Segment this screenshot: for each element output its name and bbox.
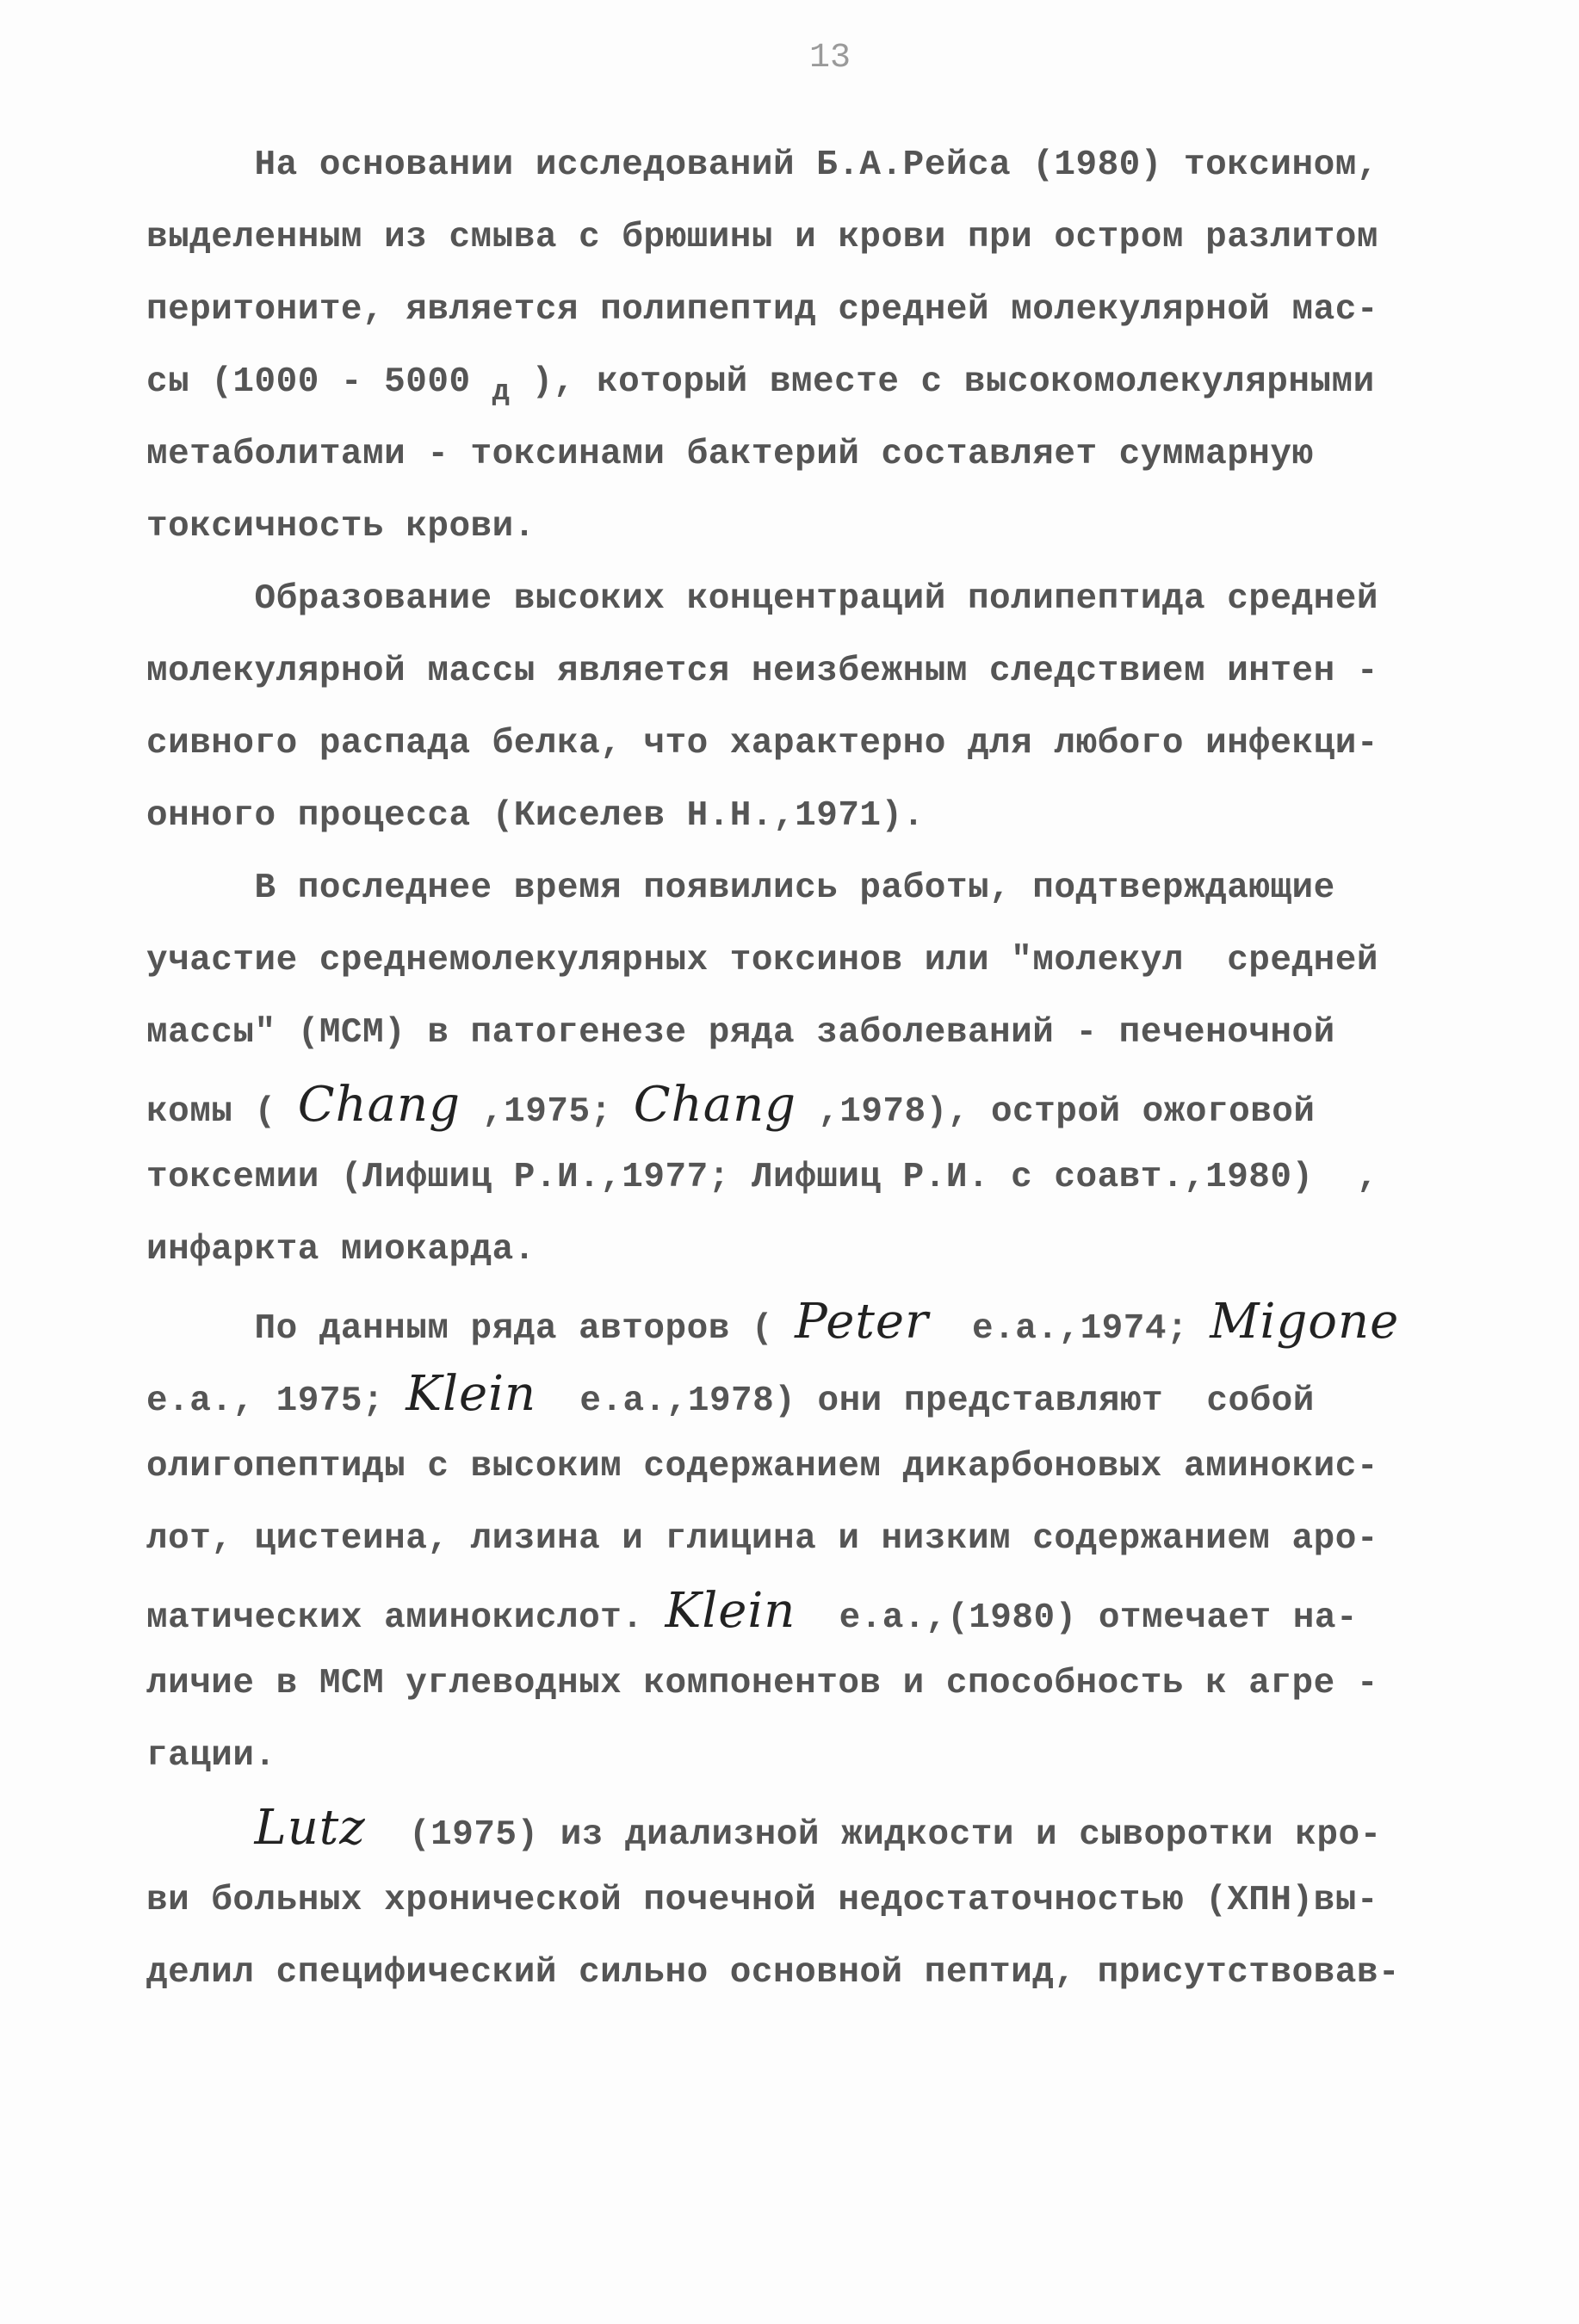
typescript-body bbox=[146, 129, 1438, 2009]
text-line: личие в МСМ углеводных компонентов и способность к агре - bbox=[146, 1664, 1378, 1703]
text-line: ви больных хронической почечной недостаточностью (ХПН)вы- bbox=[146, 1881, 1378, 1920]
text-line: перитоните, является полипептид средней молекулярной мас- bbox=[146, 290, 1378, 330]
text-line: В последнее время появились работы, подтверждающие bbox=[146, 868, 1335, 908]
text-line bbox=[146, 346, 1438, 418]
text-line: лот, цистеина, лизина и глицина и низким содержанием аро- bbox=[146, 1519, 1378, 1559]
handwritten-author-name: Chang bbox=[633, 1077, 797, 1133]
text-fragment: матических аминокислот. bbox=[146, 1598, 666, 1638]
text-fragment: ,1975; bbox=[460, 1092, 634, 1132]
text-fragment: сы (1000 - 5000 bbox=[146, 362, 492, 402]
text-line: метаболитами - токсинами бактерий составляет суммарную bbox=[146, 435, 1314, 474]
text-line: участие среднемолекулярных токсинов или "молекул средней bbox=[146, 941, 1378, 980]
text-line: онного процесса (Киселев Н.Н.,1971). bbox=[146, 796, 925, 836]
text-fragment: По данным ряда авторов ( bbox=[146, 1309, 796, 1349]
text-line bbox=[146, 1069, 1438, 1141]
text-line: На основании исследований Б.А.Рейса (1980) токсином, bbox=[146, 145, 1378, 185]
text-line bbox=[146, 1792, 1438, 1864]
text-line: делил специфический сильно основной пептид, присутствовав- bbox=[146, 1953, 1401, 1993]
text-line: выделенным из смыва с брюшины и крови при остром разлитом bbox=[146, 218, 1378, 257]
text-fragment: комы ( bbox=[146, 1092, 298, 1132]
text-fragment: е.а., 1975; bbox=[146, 1381, 406, 1421]
text-line: Образование высоких концентраций полипептида средней bbox=[146, 579, 1378, 619]
text-fragment: е.а.,1978) они представляют собой bbox=[536, 1381, 1315, 1421]
text-line: инфаркта миокарда. bbox=[146, 1230, 536, 1270]
handwritten-author-name: Lutz bbox=[254, 1800, 366, 1856]
text-line bbox=[146, 1286, 1438, 1358]
text-line: гации. bbox=[146, 1736, 276, 1776]
handwritten-author-name: Klein bbox=[406, 1366, 537, 1422]
text-fragment: ,1978), острой ожоговой bbox=[796, 1092, 1316, 1132]
text-line: токсичность крови. bbox=[146, 507, 536, 547]
handwritten-author-name: Chang bbox=[297, 1077, 461, 1133]
handwritten-author-name: Peter bbox=[795, 1294, 929, 1350]
text-fragment: е.а.,1974; bbox=[928, 1309, 1211, 1349]
text-line bbox=[146, 1575, 1438, 1647]
text-line bbox=[146, 1358, 1438, 1431]
text-line: молекулярной массы является неизбежным следствием интен - bbox=[146, 652, 1378, 691]
text-fragment: (1975) из диализной жидкости и сыворотки кро- bbox=[365, 1815, 1382, 1855]
handwritten-author-name: Migone bbox=[1210, 1294, 1400, 1350]
text-line: массы" (МСМ) в патогенезе ряда заболеваний - печеночной bbox=[146, 1013, 1335, 1053]
text-fragment bbox=[146, 1815, 255, 1855]
text-line: олигопептиды с высоким содержанием дикарбоновых аминокис- bbox=[146, 1447, 1378, 1486]
text-line: токсемии (Лифшиц Р.И.,1977; Лифшиц Р.И. с соавт.,1980) , bbox=[146, 1158, 1378, 1197]
text-fragment: е.а.,(1980) отмечает на- bbox=[796, 1598, 1359, 1638]
handwritten-author-name: Klein bbox=[665, 1583, 796, 1639]
dalton-unit-subscript: д bbox=[492, 376, 511, 409]
text-line: сивного распада белка, что характерно для любого инфекци- bbox=[146, 724, 1378, 763]
page-number: 13 bbox=[809, 39, 851, 77]
text-fragment: ), который вместе с высокомолекулярными bbox=[510, 362, 1375, 402]
